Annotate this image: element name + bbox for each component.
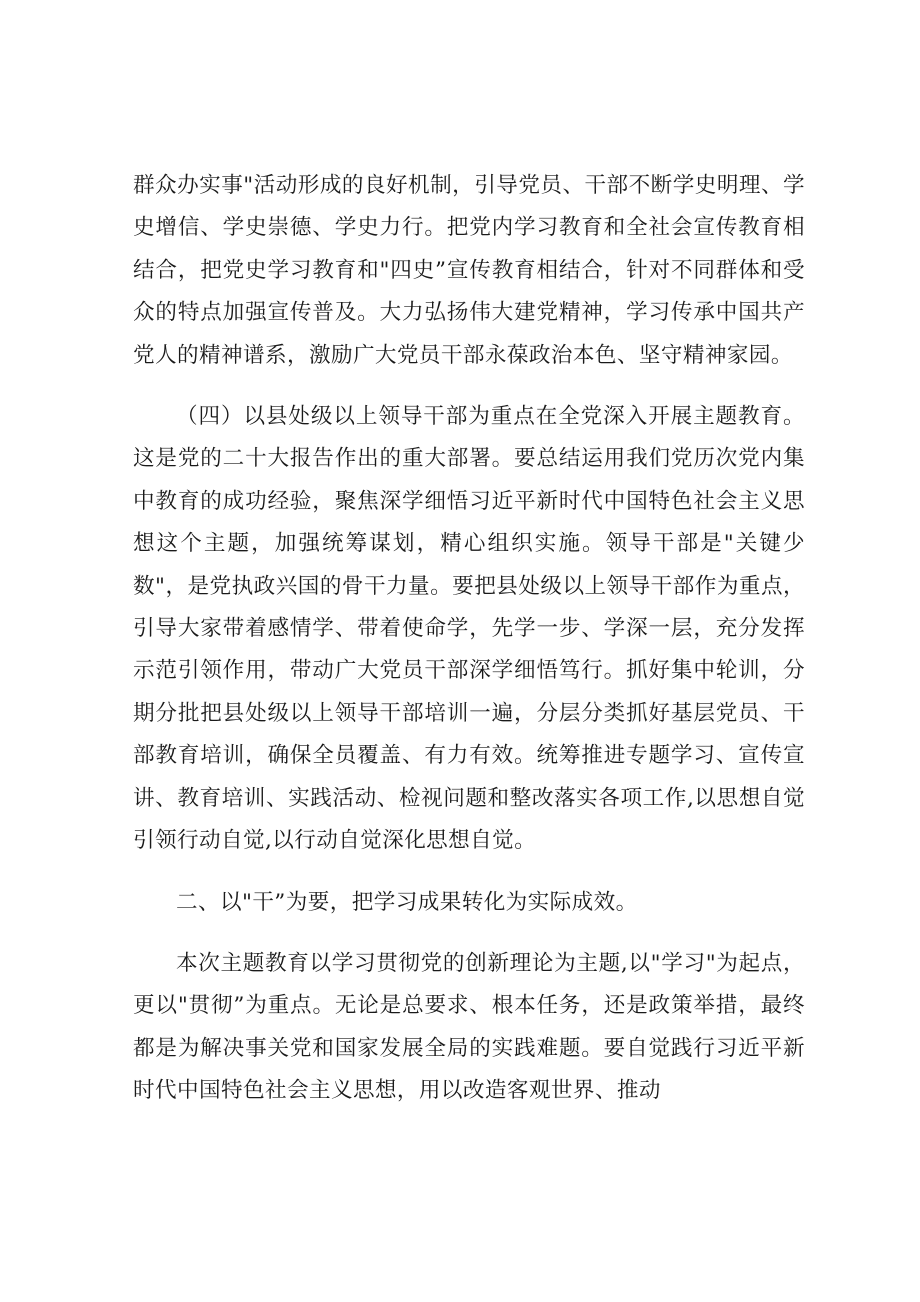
paragraph-continuation: 群众办实事"活动形成的良好机制，引导党员、干部不断学史明理、学史增信、学史崇德、学史力行。把党内学习教育和全社会宣传教育相结合，把党史学习教育和"四史”宣传教育相结合，针对不同群体和受众的特点加强宣传普及。大力弘扬伟大建党精神，学习传承中国共产党人的精神谱系，激励广大党员干部永葆政治本色、坚守精神家园。: [133, 173, 805, 368]
paragraph-section-four: （四）以县处级以上领导干部为重点在全党深入开展主题教育。这是党的二十大报告作出的重大部署。要总结运用我们党历次党内集中教育的成功经验，聚焦深学细悟习近平新时代中国特色社会主义思想这个主题，加强统筹谋划，精心组织实施。领导干部是"关键少数"，是党执政兴国的骨干力量。要把县处级以上领导干部作为重点，引导大家带着感情学、带着使命学，先学一步、学深一层，充分发挥示范引领作用，带动广大党员干部深学细悟笃行。抓好集中轮训，分期分批把县处级以上领导干部培训一遍，分层分类抓好基层党员、干部教育培训，确保全员覆盖、有力有效。统筹推进专题学习、宣传宣讲、教育培训、实践活动、检视问题和整改落实各项工作,以思想自觉引领行动自觉,以行动自觉深化思想自觉。: [133, 404, 805, 854]
paragraph-theme-education: 本次主题教育以学习贯彻党的创新理论为主题,以"学习"为起点，更以"贯彻”为重点。无论是总要求、根本任务，还是政策举措，最终都是为解决事关党和国家发展全局的实践难题。要自觉践行习近平新时代中国特色社会主义思想，用以改造客观世界、推动: [133, 950, 805, 1104]
section-heading-two: 二、以"干”为要，把学习成果转化为实际成效。: [176, 889, 638, 915]
document-body: [133, 165, 805, 1132]
